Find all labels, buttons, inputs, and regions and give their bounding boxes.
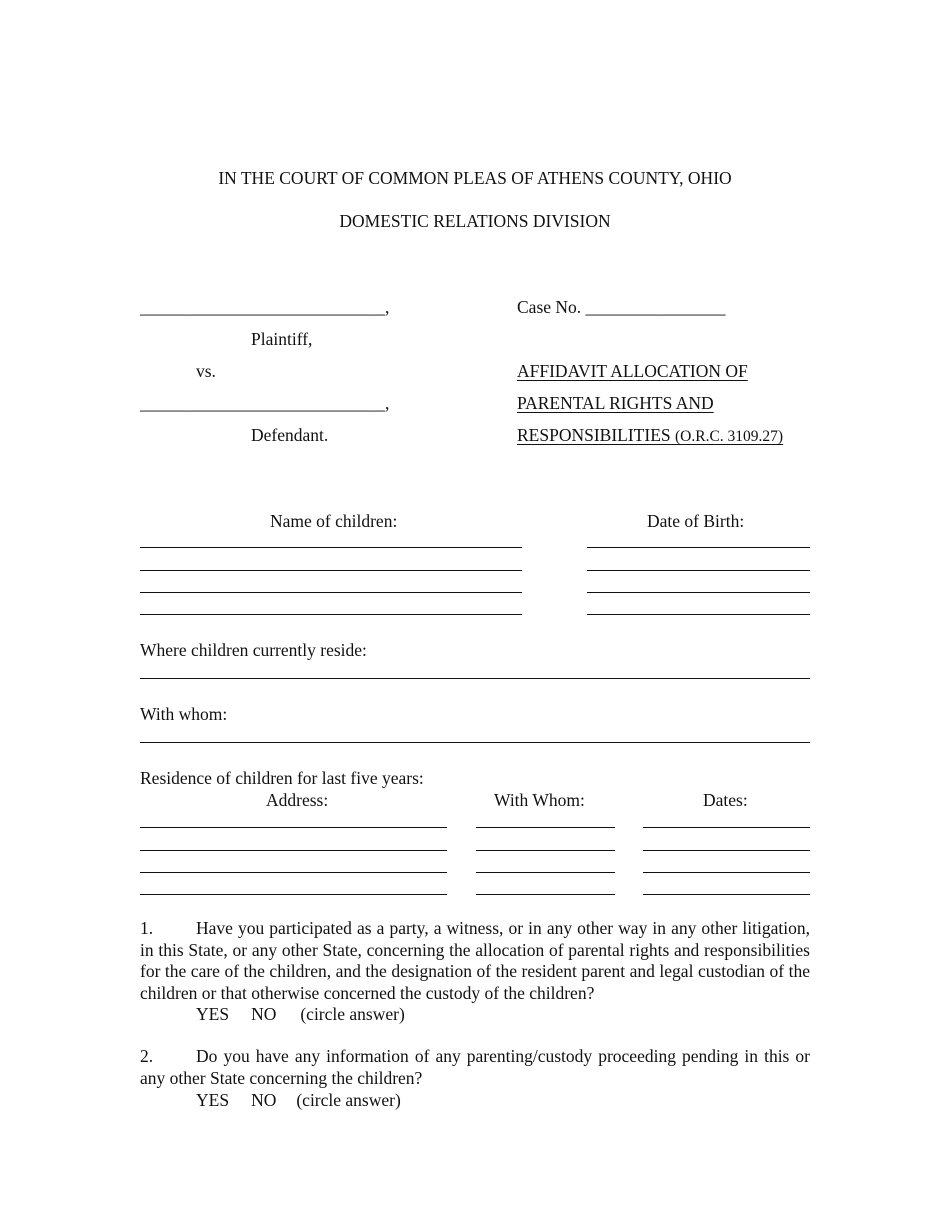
history-dates-line[interactable] bbox=[643, 850, 810, 851]
question-2-answer bbox=[196, 1090, 401, 1110]
history-with-whom-line[interactable] bbox=[476, 850, 615, 851]
statute-reference: (O.R.C. 3109.27) bbox=[675, 428, 784, 445]
court-title: IN THE COURT OF COMMON PLEAS OF ATHENS COUNTY, OHIO bbox=[218, 168, 732, 188]
document-title-line-2: PARENTAL RIGHTS AND bbox=[517, 393, 714, 413]
case-number-field[interactable]: Case No. ________________ bbox=[517, 297, 726, 317]
child-dob-line[interactable] bbox=[587, 592, 810, 593]
history-with-whom-line[interactable] bbox=[476, 827, 615, 828]
document-title-line-3 bbox=[517, 425, 783, 447]
question-1-instruction: (circle answer) bbox=[300, 1004, 405, 1024]
question-2-yes[interactable]: YES bbox=[196, 1090, 230, 1110]
question-1-answer bbox=[196, 1004, 405, 1024]
question-2-instruction: (circle answer) bbox=[296, 1090, 401, 1110]
title-responsibilities: RESPONSIBILITIES bbox=[517, 425, 671, 445]
history-with-whom-line[interactable] bbox=[476, 894, 615, 895]
question-2-no[interactable]: NO bbox=[251, 1090, 277, 1110]
history-address-line[interactable] bbox=[140, 872, 447, 873]
history-dates-line[interactable] bbox=[643, 827, 810, 828]
date-of-birth-label: Date of Birth: bbox=[647, 511, 745, 531]
question-2 bbox=[140, 1046, 810, 1089]
question-1-number: 1. bbox=[140, 918, 154, 938]
question-2-text: Do you have any information of any parenting/custody proceeding pending in this or any other State concerning the children? bbox=[140, 1046, 810, 1088]
question-2-number: 2. bbox=[140, 1046, 154, 1066]
child-dob-line[interactable] bbox=[587, 570, 810, 571]
with-whom-column-header: With Whom: bbox=[494, 790, 585, 810]
history-dates-line[interactable] bbox=[643, 894, 810, 895]
child-dob-line[interactable] bbox=[587, 547, 810, 548]
plaintiff-label: Plaintiff, bbox=[251, 329, 313, 349]
plaintiff-name-blank[interactable]: ____________________________, bbox=[140, 297, 390, 317]
current-residence-label: Where children currently reside: bbox=[140, 640, 367, 660]
child-name-line[interactable] bbox=[140, 592, 522, 593]
defendant-label: Defendant. bbox=[251, 425, 329, 445]
history-with-whom-line[interactable] bbox=[476, 872, 615, 873]
residence-history-label: Residence of children for last five years: bbox=[140, 768, 424, 788]
history-address-line[interactable] bbox=[140, 894, 447, 895]
question-1-yes[interactable]: YES bbox=[196, 1004, 230, 1024]
child-name-line[interactable] bbox=[140, 570, 522, 571]
defendant-name-blank[interactable]: ____________________________, bbox=[140, 393, 390, 413]
address-column-header: Address: bbox=[266, 790, 329, 810]
with-whom-line[interactable] bbox=[140, 742, 810, 743]
current-residence-line[interactable] bbox=[140, 678, 810, 679]
question-1 bbox=[140, 918, 810, 1004]
history-dates-line[interactable] bbox=[643, 872, 810, 873]
child-name-line[interactable] bbox=[140, 547, 522, 548]
children-name-label: Name of children: bbox=[270, 511, 398, 531]
history-address-line[interactable] bbox=[140, 850, 447, 851]
dates-column-header: Dates: bbox=[703, 790, 748, 810]
child-name-line[interactable] bbox=[140, 614, 522, 615]
question-1-text: Have you participated as a party, a witness, or in any other way in any other litigation, in this State, or any other State, concerning the allocation of parental rights and responsibilities for the care of the children, and the designation of the resident parent and legal custodian of the children or that otherwise concerned the custody of the children? bbox=[140, 918, 810, 1003]
child-dob-line[interactable] bbox=[587, 614, 810, 615]
question-1-no[interactable]: NO bbox=[251, 1004, 277, 1024]
with-whom-label: With whom: bbox=[140, 704, 228, 724]
history-address-line[interactable] bbox=[140, 827, 447, 828]
division-title: DOMESTIC RELATIONS DIVISION bbox=[339, 211, 611, 231]
versus-label: vs. bbox=[196, 361, 216, 381]
document-title-line-1: AFFIDAVIT ALLOCATION OF bbox=[517, 361, 748, 381]
